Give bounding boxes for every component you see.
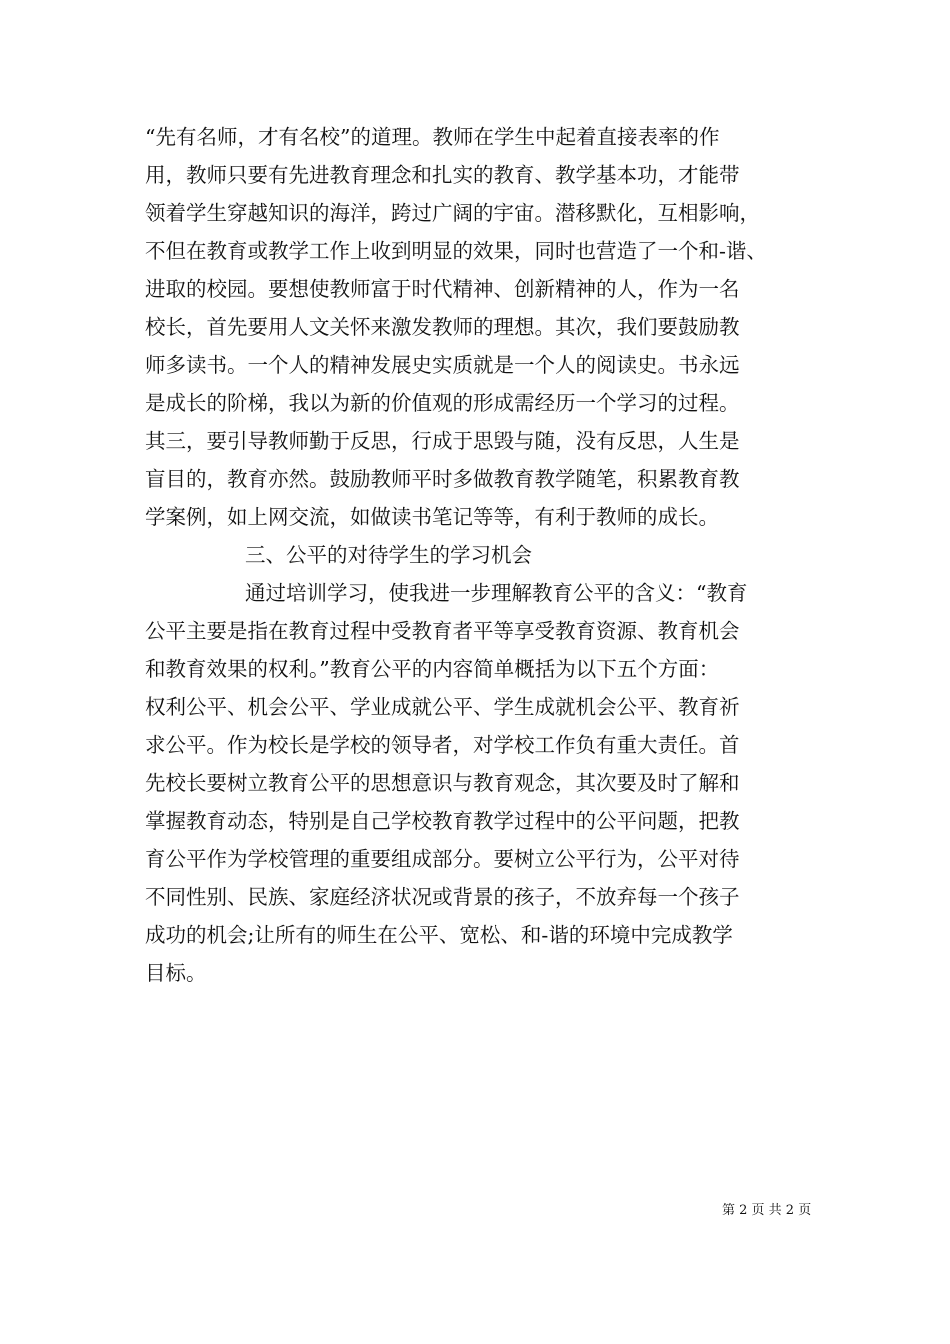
text-line: 领着学生穿越知识的海洋，跨过广阔的宇宙。潜移默化，互相影响， bbox=[145, 201, 760, 225]
text-line: 公平主要是指在教育过程中受教育者平等享受教育资源、教育机会 bbox=[145, 619, 740, 643]
text-line: 师多读书。一个人的精神发展史实质就是一个人的阅读史。书永远 bbox=[145, 353, 740, 377]
text-line: 盲目的，教育亦然。鼓励教师平时多做教育教学随笔，积累教育教 bbox=[145, 467, 740, 491]
text-line: 育公平作为学校管理的重要组成部分。要树立公平行为，公平对待 bbox=[145, 847, 740, 871]
text-line: 成功的机会;让所有的师生在公平、宽松、和-谐的环境中完成教学 bbox=[145, 923, 733, 947]
section-heading: 三、公平的对待学生的学习机会 bbox=[245, 543, 532, 567]
text-line: 和教育效果的权利。”教育公平的内容简单概括为以下五个方面： bbox=[145, 657, 720, 681]
paragraph-2 bbox=[145, 574, 815, 992]
text-line: 不但在教育或教学工作上收到明显的效果，同时也营造了一个和-谐、 bbox=[145, 239, 767, 263]
text-line: “先有名师，才有名校”的道理。教师在学生中起着直接表率的作 bbox=[145, 125, 720, 149]
text-line: 先校长要树立教育公平的思想意识与教育观念，其次要及时了解和 bbox=[145, 771, 740, 795]
document-body bbox=[145, 118, 815, 992]
text-line: 进取的校园。要想使教师富于时代精神、创新精神的人，作为一名 bbox=[145, 277, 740, 301]
text-line: 目标。 bbox=[145, 961, 207, 985]
text-line: 不同性别、民族、家庭经济状况或背景的孩子，不放弃每一个孩子 bbox=[145, 885, 740, 909]
page-number-footer: 第 2 页 共 2 页 bbox=[722, 1203, 812, 1218]
text-line: 求公平。作为校长是学校的领导者，对学校工作负有重大责任。首 bbox=[145, 733, 740, 757]
text-line: 掌握教育动态，特别是自己学校教育教学过程中的公平问题，把教 bbox=[145, 809, 740, 833]
text-line: 学案例，如上网交流，如做读书笔记等等，有利于教师的成长。 bbox=[145, 505, 719, 529]
text-line: 权利公平、机会公平、学业成就公平、学生成就机会公平、教育祈 bbox=[145, 695, 740, 719]
text-line: 其三，要引导教师勤于反思，行成于思毁与随，没有反思，人生是 bbox=[145, 429, 740, 453]
paragraph-1 bbox=[145, 118, 815, 536]
text-line: 是成长的阶梯，我以为新的价值观的形成需经历一个学习的过程。 bbox=[145, 391, 740, 415]
text-line: 校长，首先要用人文关怀来激发教师的理想。其次，我们要鼓励教 bbox=[145, 315, 740, 339]
text-line: 通过培训学习，使我进一步理解教育公平的含义：“教育 bbox=[245, 581, 748, 605]
text-line: 用，教师只要有先进教育理念和扎实的教育、教学基本功，才能带 bbox=[145, 163, 740, 187]
